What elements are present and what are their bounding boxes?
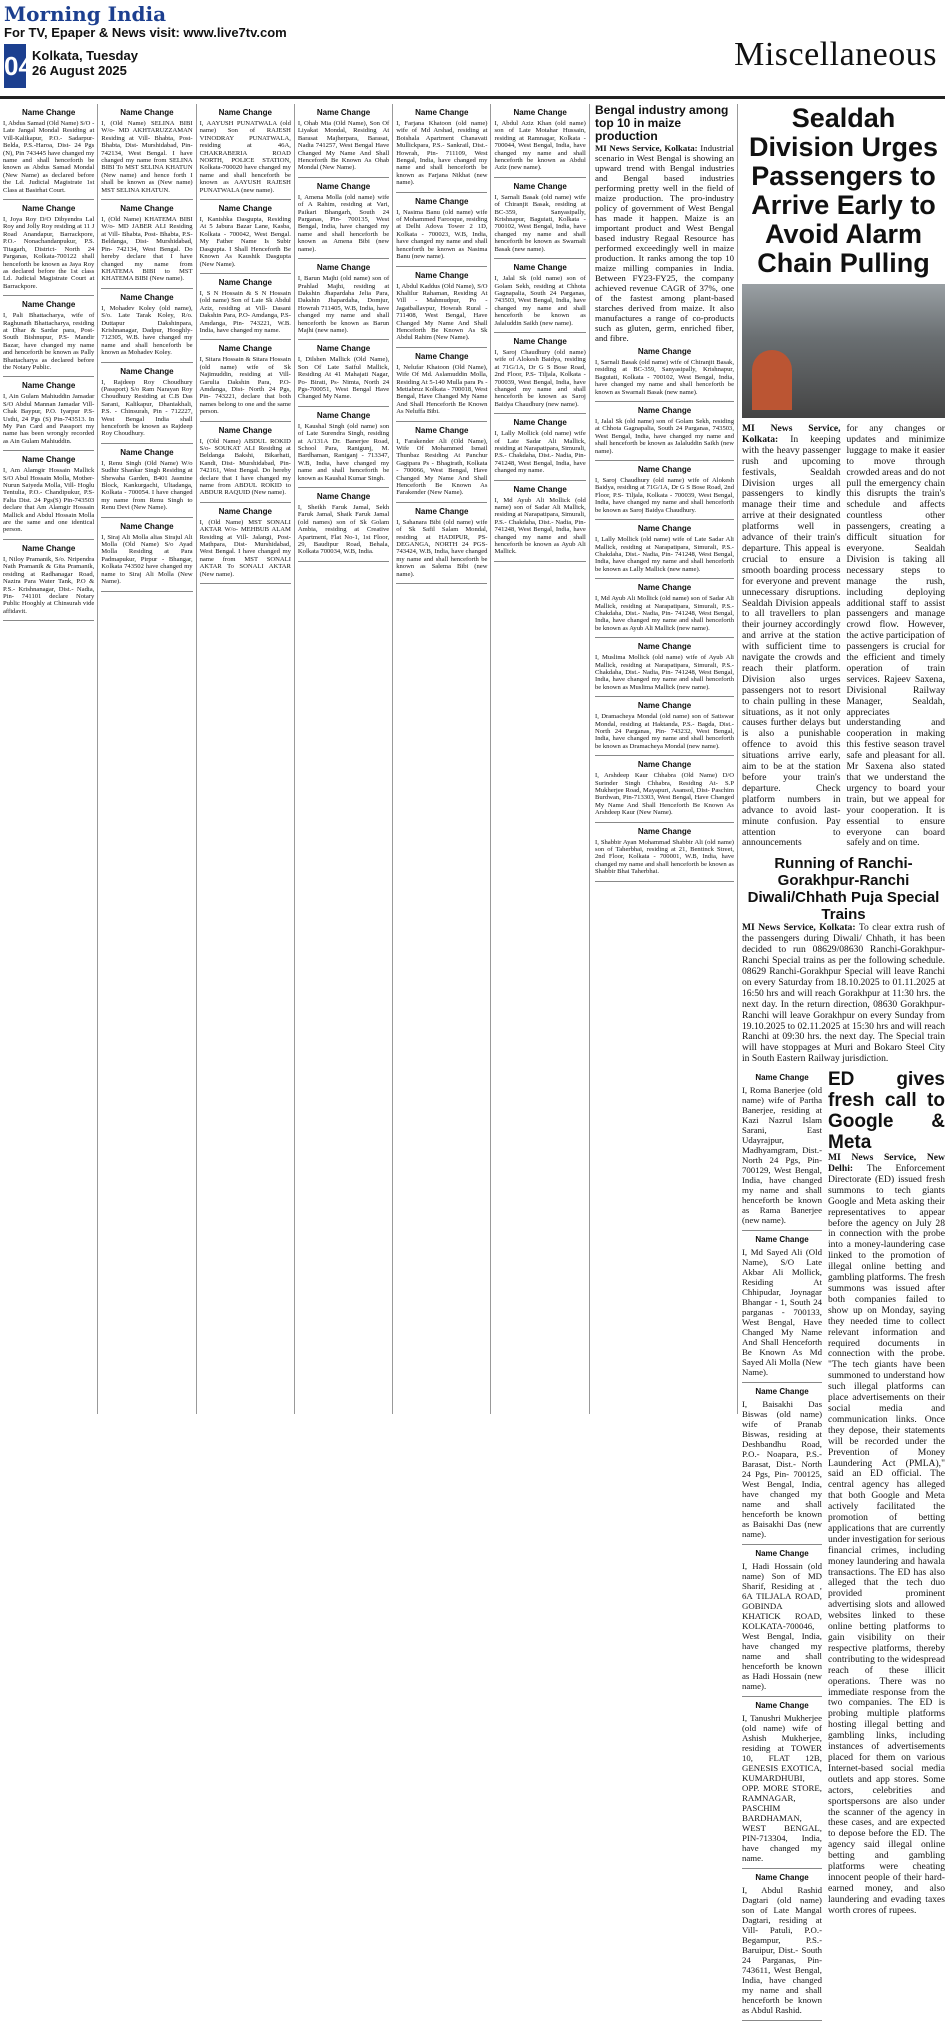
notice-text: I, Nelufar Khatoon (Old Name), Wife Of Md. Aslamuddin Molla, Residing At 5-140 Mulla para Ps - Metiabruz Kolkata - 700018, West Bengal, Have Changed My Name And Shall Henceforth Be Known As Neluffa Bibi. (396, 364, 487, 416)
notice-text: I, S N Hossain & S N Hossain (old name) Son of Late Sk Abdul Aziz, residing at Vill- Dasani Dakshin Para, P.O- Amdanga, P.S- Amdanga, Pin- 743221, W.B. India, have changed my name. (200, 290, 291, 334)
notice-text: I, Abdul Kaddus (Old Name), S/O Khalilur Rahaman, Residing At Vill - Mahmudpur, Po - Jagatballavpur, Howrah Rural - 711408, West Bengal, Have Changed My Name And Shall Henceforth Be Known As Sk Abdul Rahim (New Name). (396, 283, 487, 342)
notice-text: I, Rajdeep Roy Choudhury (Passport) S/o Ram Narayan Roy Choudhury Residing at C.B Das Sarani, Kalikapur, Dhaniakhali, P.S. - Chinsurah, Pin - 712227, West Bengal India shall henceforth be known as Rajdeep Roy Choudhury. (101, 379, 192, 438)
dateline: MI News Service, Kolkata: (742, 922, 856, 933)
notice-heading: Name Change (742, 1073, 822, 1082)
name-change-notice (396, 422, 487, 503)
name-change-notice (101, 104, 192, 200)
notice-heading: Name Change (494, 263, 585, 272)
column (197, 104, 295, 1414)
notice-text: I, Shabbir Ayan Mohammad Shabbir Ali (old name) son of Taherbhai, residing at 21, Bentinck Street, 2nd Floor, Kolkata - 700001, W.B, India, have changed my name and shall henceforth be known as Shabbir Bhai Taherbhai. (595, 839, 734, 876)
notice-heading: Name Change (396, 507, 487, 516)
date: 26 August 2025 (32, 63, 138, 78)
notice-heading: Name Change (298, 182, 389, 191)
notice-text: I, Ohab Mia (Old Name), Son Of Liyakat Mondal, Residing At Barasat Majherpara, Barasat, Nadia 741257, West Bengal Have Changed My Name And Shall Henceforth Be Known As Ohab Mondal (New Name). (298, 120, 389, 172)
notice-heading: Name Change (396, 426, 487, 435)
notice-heading: Name Change (742, 1873, 822, 1882)
notice-heading: Name Change (595, 524, 734, 533)
name-change-notice (595, 697, 734, 756)
notice-heading: Name Change (396, 271, 487, 280)
name-change-notice (396, 348, 487, 422)
name-change-notice (200, 422, 291, 503)
passenger-figure (752, 350, 792, 410)
masthead (0, 0, 945, 100)
name-change-notice (595, 461, 734, 520)
name-change-notice (3, 451, 94, 540)
notice-text: I, Niloy Pramanik, S/o. Nripendra Nath Pramanik & Gita Pramanik, residing at Radhanagar Road, Nazira Para Water Tank, P.O & P.S.- Krishnanagar, Dist.- Nadia, Pin- 741101 declare Notary Public Hooghly at Chinsurah vide affidavit. (3, 556, 94, 615)
classifieds (0, 104, 590, 1414)
notice-heading: Name Change (396, 352, 487, 361)
notice-text: I, Tanushri Mukherjee (old name) wife of Ashish Mukherjee, residing at TOWER 10, FLAT 12B, GENESIS EXOTICA, KUMARDHUBI, OPP. MORE STORE, RAMNAGAR, PASCHIM BARDHAMAN, WEST BENGAL, PIN-713304, India, have changed my name. (742, 1713, 822, 1863)
ed-notices (742, 1069, 822, 2021)
column (98, 104, 196, 1414)
notice-heading: Name Change (200, 507, 291, 516)
notice-text: I, Amena Molla (old name) wife of A Rahim, residing at Vari, Paikari Bhangarh, South 24 Parganas, Pin- 700135, West Bengal, India, have changed my name and shall henceforth be known as Amena Bibi (new name). (298, 194, 389, 253)
masthead-rule (0, 96, 945, 99)
name-change-notice (595, 579, 734, 638)
notice-heading: Name Change (298, 411, 389, 420)
sealdah-col1 (742, 424, 841, 849)
name-change-notice (298, 178, 389, 259)
notice-heading: Name Change (494, 182, 585, 191)
notice-text: I, Sheikh Faruk Jamal, Sekh Faruk Jamal, Shaik Faruk Jamal (old names) son of Sk Golam Ambia, residing at Creative Apartment, Flat No-1, 1st Floor, 29, Baudipur Road, Behala, Kolkata 700034, W.B, India. (298, 504, 389, 556)
name-change-notice (200, 274, 291, 340)
notice-heading: Name Change (494, 108, 585, 117)
notice-text: I, Pali Bhattacharya, wife of Raghunath Bhattacharya, residing at Dhar & Sardar para, Post- South Bishnupur, P.S- Mandir Bazar, have changed my name and henceforth be known as Pally Bhattacharya as declared before the Notary Public. (3, 312, 94, 371)
ed-story (828, 1069, 945, 2021)
notice-heading: Name Change (595, 465, 734, 474)
ranchi-body (742, 923, 945, 1065)
notice-text: I, Sarnali Basak (old name) wife of Chiranjit Basak, residing at BC-359, Sanyasipally, Krishnapur, Baguiati, Kolkata - 700102, West Bengal, India, have changed my name and shall henceforth be known as Swarnali Basak (new name). (595, 359, 734, 396)
column (295, 104, 393, 1414)
name-change-notice (494, 104, 585, 178)
notice-text: I, Md Ayub Ali Mollick (old name) son of Sadar Ali Mallick, residing at Narapatipara, Simurali, P.S.- Chakdaha, Dist.- Nadia, Pin- 741248, West Bengal, India, have changed my name and shall henceforth be known as Ayub Ali Mallick. (494, 497, 585, 556)
ranchi-text: To clear extra rush of the passengers during Diwali/ Chhath, it has been decided to run 08629/08630 Ranchi-Gorakhpur-Ranchi Special trains as per the following schedule. 08629 Ranchi-Gorakhpur Special will leave Ranchi on every Saturday from 18.10.2025 to 01.11.2025 at 16:50 hrs and will reach Gorakhpur at 11:30 hrs. the next day. In the return direction, 08630 Gorakhpur-Ranchi will leave Gorakhpur on every Sunday from 19.10.2025 to 02.11.2025 at 15:30 hrs and will reach Ranchi at 09:30 hrs. the next day. The Special train will have stoppages at Muri and Bokaro Steel City in South Eastern Railway jurisdiction. (742, 922, 945, 1064)
notice-text: I, Jalal Sk (old name) son of Golam Sekh, residing at Chhota Gagnapalia, South 24 Parganas, 743503, West Bengal, India, have changed my name and shall henceforth be known as Jalaluddin Saikh (new name). (595, 418, 734, 455)
notice-text: I, (Old Name) ABDUL ROKID S/o- SOUKAT ALI Residing at Beldanga Bakshi, Bikarhati, Kandi, Dist- Murshidabad, Pin- 742161, West Bengal. Do hereby declare that I have changed my name from ABDUL ROKID to ABDUR RAQUID (New name). (200, 438, 291, 497)
name-change-notice (101, 363, 192, 444)
name-change-notice (298, 407, 389, 488)
name-change-notice (200, 340, 291, 421)
notice-heading: Name Change (595, 701, 734, 710)
name-change-notice (742, 1069, 822, 1231)
notice-heading: Name Change (101, 448, 192, 457)
name-change-notice (3, 200, 94, 296)
name-change-notice (298, 340, 389, 406)
name-change-notice (742, 1231, 822, 1383)
name-change-notice (396, 193, 487, 267)
notice-text: I, Abdus Samad (Old Name) S/O - Late Jangal Mondal Residing at Vill-Kalikapur, P.O.- Sadarpur-Belda, P.S.-Haroa, Dist- 24 Pgs (N), Pin 743445 have changed my name and shall henceforth be known as Abdus Samad Mondal (New Name) as declared before the Ld. Judicial Magistrate 1st Class at Basirhat Court. (3, 120, 94, 194)
notice-text: I, Baisakhi Das Biswas (old name) wife of Pranab Biswas, residing at Deshbandhu Road, P.O.- Noapara, P.S.- Barasat, Dist.- North 24 Pgs, Pin- 700125, West Bengal, India, have changed my name and shall henceforth be known as Baisakhi Das (new name). (742, 1399, 822, 1539)
tagline: For TV, Epaper & News visit: www.live7tv.com (4, 25, 287, 40)
notice-text: I, Dilshen Mallick (Old Name), Son Of Late Saiful Mallick, Residing At 41 Mahajati Nagar, Po- Birati, Ps- Nimta, North 24 Pgs-700051, West Bengal Have Changed My Name. (298, 356, 389, 400)
edition-date (32, 48, 138, 78)
notice-heading: Name Change (200, 426, 291, 435)
notice-text: I, Md Sayed Ali (Old Name), S/O Late Akbar Ali Mollick, Residing At Chhipudar, Joynagar Bhangar - 1, South 24 parganas - 700133, West Bengal, Have Changed My Name And Shall Henceforth Be Known As Md Sayed Ali Molla (New Name). (742, 1247, 822, 1377)
notice-heading: Name Change (101, 522, 192, 531)
sealdah-headline: Sealdah Division Urges Passengers to Arrive Early to Avoid Alarm Chain Pulling (742, 104, 945, 278)
train-photo (742, 284, 945, 418)
notice-text: I, Lally Mollick (old name) wife of Late Sadar Ali Mallick, residing at Narapatipara, Simurali, P.S.- Chakdaha, Dist.- Nadia, Pin- 741248, West Bengal, India, have changed my name. (494, 430, 585, 474)
notice-text: I, Muslima Mollick (old name) wife of Ayub Ali Mallick, residing at Narapatipara, Simurali, P.S.- Chakdaha, Dist.- Nadia, Pin- 741248, West Bengal, India, have changed my name and shall henceforth be known as Muslima Mallick (new name). (595, 654, 734, 691)
name-change-notice (396, 104, 487, 193)
notice-text: I, Abdul Aziz Khan (old name) son of Late Motahar Hussain, residing at Ramnagar, Kolkata - 700044, West Bengal, India, have changed my name and shall henceforth be known as Abdul Aziz (new name). (494, 120, 585, 172)
notice-text: I, Barun Majhi (old name) son of Prahlad Majhi, residing at Dakshin Jhapardaha Jelia Para, Dakshin Jhapardaha, Domjur, Howrah 711405, W.B, India, have changed my name and shall henceforth be known as Barun Majhi (new name). (298, 275, 389, 334)
dateline: MI News Service, Kolkata: (595, 143, 698, 153)
notice-heading: Name Change (3, 544, 94, 553)
notice-heading: Name Change (595, 642, 734, 651)
column (0, 104, 98, 1414)
notice-heading: Name Change (101, 367, 192, 376)
maize-body (595, 143, 734, 343)
notice-text: I, Saroj Chaudhury (old name) wife of Alokesh Baidya, residing at 71G/1A, Dr G S Bose Road, 2nd Floor, P.S- Tiljala, Kolkata - 700039, West Bengal, India, have changed my name and shall henceforth be known as Saroj Baidya Chaudhury. (595, 477, 734, 514)
ranchi-headline: Running of Ranchi-Gorakhpur-Ranchi Diwali/Chhath Puja Special Trains (742, 855, 945, 923)
name-change-notice (200, 104, 291, 200)
ed-text: The Enforcement Directorate (ED) issued fresh summons to tech giants Google and Meta asking their representatives to appear before the agency on July 28 in connection with the probe into a money-laundering case linked to the promotion of illegal online betting and gambling platforms. The fresh summons was issued after both companies failed to show up on Monday, saying they needed time to collect relevant information and required documents in connection with the probe. "The tech giants have been summoned to understand how such illegal platforms can place advertisements on their social media and communication links. Once they depose, their statements will be recorded under the Prevention of Money Laundering Act (PMLA)," said an ED official. The central agency has alleged that both Google and Meta actively facilitated the promotion of betting applications that are currently under investigation for serious financial crimes, including money laundering and hawala transactions. The ED has also alleged that the tech duo provided prominent advertising slots and allowed websites linked to these online betting platforms to gain visibility on their respective platforms, thereby contributing to the widespread reach of these illicit operations. There was no immediate response from the two companies. The ED is probing multiple platforms hosting illegal betting and gambling links, including instances of advertisements placed for them on various Internet-based social media outlets and app stores. Some actors, celebrities and sportspersons are also under the scanner of the agency in these cases, and are expected to depose before the ED. The agency said illegal online betting and gambling platforms were cheating innocent people of their hard-earned money, and also laundering and evading taxes worth crores of rupees. (828, 1163, 945, 1916)
notice-heading: Name Change (595, 406, 734, 415)
notice-heading: Name Change (200, 108, 291, 117)
notice-text: I, Sitara Hossain & Sitara Hossain (old name) wife of Sk Najimuddin, residing at Vill- Garulia Dakshin Para, P.O- Amdanga, Dist- North 24 Pgs, Pin- 743221, declare that both names belong to one and the same person. (200, 356, 291, 415)
notice-text: I, Hadi Hossain (old name) Son of MD Sharif, Residing at , 6A TILJALA ROAD, GOBINDA KHATICK ROAD, KOLKATA-700046, West Bengal, India, have changed my name and shall henceforth be known as Hadi Hossain (new name). (742, 1561, 822, 1691)
notice-heading: Name Change (200, 278, 291, 287)
city-day: Kolkata, Tuesday (32, 48, 138, 63)
notice-heading: Name Change (494, 418, 585, 427)
notice-heading: Name Change (396, 108, 487, 117)
name-change-notice (298, 488, 389, 562)
column (393, 104, 491, 1414)
notice-text: I, Kaushal Singh (old name) son of Late Surendra Singh, residing at A/131A Dr. Banerjee Road, School Para, Ranigunj, M. Bardhaman, Raniganj - 713347, W.B, India, have changed my name and shall henceforth be known as Kaushal Kumar Singh. (298, 423, 389, 482)
notice-text: I, Abdul Rashid Dagtari (old name) son of Late Mangal Dagtari, residing at Vill- Patuli, P.O.- Begampur, P.S.- Baruipur, Dist.- South 24 Parganas, Pin- 743611, West Bengal, India, have changed my name and shall henceforth be known as Abdul Rashid. (742, 1885, 822, 2015)
notice-heading: Name Change (595, 583, 734, 592)
notice-heading: Name Change (298, 108, 389, 117)
notice-text: I, Roma Banerjee (old name) wife of Partha Banerjee, residing at Kazi Nazrul Islam Sarani, East Udayrajpur, Madhyamgram, Dist.- North 24 Pgs, Pin- 700129, West Bengal, India, have changed my name and shall henceforth be known as Rama Banerjee (new name). (742, 1085, 822, 1225)
name-change-notice (595, 638, 734, 697)
maize-column (592, 104, 738, 1414)
sealdah-text1: In keeping with the heavy passenger rush and upcoming festivals, Sealdah Division urges all passengers to kindly manage their time and arrive at their designated platforms well in advance of their train's departure. This appeal is crucial to ensure a smooth boarding process for everyone and prevent unnecessary disruptions. Sealdah Division appeals to all travellers to plan their journey accordingly and arrive at the station with sufficient time to navigate the crowds and reach their platform. Division also urges passengers not to resort to chain pulling in these situations, as it not only causes further delays but is also a punishable offence to avoid this situations arrive early, aim to be at the station before your train's departure. Check platform numbers in advance to avoid last-minute confusion. Pay attention to announcements (742, 434, 841, 849)
notice-heading: Name Change (200, 204, 291, 213)
notice-heading: Name Change (101, 293, 192, 302)
name-change-notice (494, 414, 585, 480)
notice-text: I, (Old Name) MST SONALI AKTAR W/o- MEHBUB ALAM Residing at Vill- Jalangi, Post- Mathpara, Dist- Murshidabad, West Bengal. I have changed my name from MST SONALI AKTAR To SONALI AKTAR (New name). (200, 519, 291, 578)
notice-heading: Name Change (742, 1235, 822, 1244)
name-change-notice (742, 1383, 822, 1545)
notice-heading: Name Change (742, 1549, 822, 1558)
name-change-notice (595, 402, 734, 461)
section-title: Miscellaneous (734, 36, 937, 74)
name-change-notice (742, 1697, 822, 1869)
sealdah-col2: for any changes or updates and minimize luggage to make it easier to move through crowded areas and do not pull the emergency chain this disrupts the train's schedule and affects countless other passengers, creating a difficult situation for everyone. Sealdah Division is taking all necessary steps to manage the rush, including deploying additional staff to assist passengers and manage crowd flow. However, the active participation of passengers is crucial for the efficient and timely operation of train services. Rajeev Saxena, Divisional Railway Manager, Sealdah, appreciates understanding and cooperation in making this festive season travel safe and pleasant for all. Mr Saxena also stated that we understand the urgency to board your train, but we appeal for your cooperation. It is essential to ensure everyone can board safely and on time. (847, 424, 945, 849)
page-number: 04 (4, 44, 26, 88)
name-change-notice (742, 1545, 822, 1697)
notice-heading: Name Change (3, 381, 94, 390)
notice-heading: Name Change (3, 455, 94, 464)
notice-text: I, (Old Name) SELINA BIBI W/o- MD AKHTARUZZAMAN Residing at Vill- Bhabta, Post- Bhabta, Dist- Murshidabad, Pin- 742134, West Bengal. I have changed my name from SELINA BIBI To MST SELINA KHATUN (New name) and hence forth I shall be known as (New name) MST SELINA KHATUN. (101, 120, 192, 194)
name-change-notice (595, 343, 734, 402)
dateline: MI News Service, Kolkata: (742, 423, 841, 445)
ed-headline: ED gives fresh call to Google & Meta (828, 1069, 945, 1153)
notice-heading: Name Change (396, 197, 487, 206)
name-change-notice (494, 178, 585, 259)
name-change-notice (494, 481, 585, 562)
notice-text: I, Dramacheya Mondal (old name) son of Satiswar Mondal, residing at Haktanda, P.S.- Bagda, Dist.- North 24 Parganas, Pin- 743232, West Bengal, India, have changed my name and shall henceforth be known as Dramacheya Mondal (new name). (595, 713, 734, 750)
notice-heading: Name Change (742, 1701, 822, 1710)
name-change-notice (101, 444, 192, 518)
notice-text: I, Saroj Chaudhury (old name) wife of Alokesh Baidya, residing at 71G/1A, Dr G S Bose Road, 2nd Floor, P.S- Tiljala, Kolkata - 700039, West Bengal, India, have changed my name and shall henceforth be known as Saroj Baidya Chaudhury (new name). (494, 349, 585, 408)
name-change-notice (200, 200, 291, 274)
name-change-notice (298, 104, 389, 178)
notice-heading: Name Change (101, 204, 192, 213)
name-change-notice (396, 267, 487, 348)
name-change-notice (101, 200, 192, 289)
notice-text: I, Sarnali Basak (old name) wife of Chiranjit Basak, residing at BC-359, Sanyasipally, Krishnapur, Baguiati, Kolkata - 700102, West Bengal, India, have changed my name and shall henceforth be known as Swarnali Basak (new name). (494, 194, 585, 253)
notice-heading: Name Change (3, 204, 94, 213)
notice-heading: Name Change (3, 300, 94, 309)
notice-text: I, Farakender Ali (Old Name), Wife Of Mohammed Ismail Thunbaz Residing At Panchur Gagipara Ps - Bhagirath, Kolkata - 700066, West Bengal, Have Changed My Name And Shall Henceforth Be Known As Farakender (New Name). (396, 438, 487, 497)
notice-heading: Name Change (494, 337, 585, 346)
name-change-notice (494, 259, 585, 333)
news-area (592, 104, 945, 1414)
notice-heading: Name Change (494, 485, 585, 494)
notice-heading: Name Change (200, 344, 291, 353)
notice-text: I, Kanishka Dasgupta, Residing At 5 Jabura Bazar Lane, Kasba, Kolkata - 700042, West Bengal. My Father Name Is Subir Dasgupta. I Shall Henceforth Be Known As Kaushik Dasgupta (New Name). (200, 216, 291, 268)
notice-text: I, Md Ayub Ali Mollick (old name) son of Sadar Ali Mallick, residing at Narapatipara, Simurali, P.S.- Chakdaha, Dist.- Nadia, Pin- 741248, West Bengal, India, have changed my name and shall henceforth be known as Ayub Ali Mallick (new name). (595, 595, 734, 632)
name-change-notice (595, 520, 734, 579)
notice-text: I, Sahanara Bibi (old name) wife of Sk Safil Salam Mondal, residing at HADIPUR, PS-DEGANGA, NORTH 24 PGS-743424, W.B, India, have changed my name and shall henceforth be known as Salema Bibi (new name). (396, 519, 487, 578)
notice-heading: Name Change (298, 344, 389, 353)
notice-text: I, Jalal Sk (old name) son of Golam Sekh, residing at Chhota Gagnapalia, South 24 Parganas, 743503, West Bengal, India, have changed my name and shall henceforth be known as Jalaluddin Saikh (new name). (494, 275, 585, 327)
notice-text: I, Siraj Ali Molla alias Sirajul Ali Molla (Old Name) S/o Ayad Molla Residing at Para Padmapukur, Pirpur - Bhangar, Kolkata 743502 have changed my name to Siraj Ali Molla (New Name). (101, 534, 192, 586)
notice-text: I, Nasima Banu (old name) wife of Mohammed Farooque, residing at Delhi Adova Tower 2 1D, Kolkata - 700023, W.B, India, have changed my name and shall henceforth be known as Nasima Banu (new name). (396, 209, 487, 261)
notice-heading: Name Change (298, 263, 389, 272)
notice-text: I, Renu Singh (Old Name) W/o Sudhir Shankar Singh Residing at Shewaha Garden, B401 Jasmine Block, Kankurgachi, Ultadanga, Kolkata - 700054. I have changed my name from Renu Singh to Renu Devi (New Name). (101, 460, 192, 512)
notice-heading: Name Change (742, 1387, 822, 1396)
name-change-notice (595, 756, 734, 822)
notice-text: I, Am Alamgir Hossain Mallick S/O Abul Hossain Molla, Mother- Nurun Saiyeda Molla, Vill- Hoglu Tentulia, P.O.- Chandipukur, P.S- Falta Dist. 24 Pgs(S) Pin-743503 declare that Am Alamgir Hossain Mallick and Abdul Hossain Molla are the same and one identical person. (3, 467, 94, 534)
maize-headline: Bengal industry among top 10 in maize production (595, 104, 734, 143)
name-change-notice (3, 296, 94, 377)
notice-text: I, Mohadev Koley (old name), S/o. Late Tarak Koley, R/o. Duttapur Dakshinpara, Krishnanagar, Dadpur, Hooghly-712305, W.B. have changed my name and shall henceforth be known as Mohadev Koley. (101, 305, 192, 357)
maize-notices (595, 343, 734, 882)
name-change-notice (3, 540, 94, 621)
name-change-notice (742, 1869, 822, 2021)
notice-heading: Name Change (101, 108, 192, 117)
notice-text: I, Farjana Khatoon (old name) wife of Md Arshad, residing at Boishala Apartment Chanavati Mullickpara, P.S.- Sankrail, Dist.- Howrah, Pin- 711109, West Bengal, India, have changed my name and shall henceforth be known as Farjana Nikhat (new name). (396, 120, 487, 187)
name-change-notice (595, 823, 734, 882)
brand-logo: Morning India (4, 2, 166, 26)
column (491, 104, 589, 1414)
ed-block (742, 1069, 945, 2021)
notice-text: I, AAYUSH PUNATWALA (old name) Son of RAJESH VINODRAY PUNATWALA, residing at 46A, CHAKRABERIA ROAD NORTH, POLICE STATION, Kolkata-700020 have changed my name and shall henceforth be known as AAYUSH RAJESH PUNATWALA (new name). (200, 120, 291, 194)
notice-text: I, Lally Mollick (old name) wife of Late Sadar Ali Mallick, residing at Narapatipara, Simurali, P.S.- Chakdaha, Dist.- Nadia, Pin- 741248, West Bengal, India, have changed my name and shall henceforth be known as Lally Mallick (new name). (595, 536, 734, 573)
notice-text: I, Ain Gulam Mahiuddin Jamadar S/O Abdul Mannan Jamadar Vill- Chak Baypur, P.O. Iyarpur P.S- Usthi, 24 Pgs (S) Pin-743513. In My Pan Card and Passport my name has been wrongly recorded as Ain Gulam Mahiuddin. (3, 393, 94, 445)
notice-heading: Name Change (595, 827, 734, 836)
notice-text: I, Arshdeep Kaur Chhabra (Old Name) D/O Surinder Singh Chhabra, Residing At- S.P Mukherjee Road, Mayapuri, Asansol, Dist- Paschim Burdwan, Pin-713303, West Bengal, Have Changed My Name And Shall Henceforth Be Known As Arshdeep Kaur (New Name). (595, 772, 734, 816)
name-change-notice (396, 503, 487, 584)
notice-text: I, (Old Name) KHATEMA BIBI W/o- MD JABER ALI Residing at Vill- Bhabta, Post- Bhabta, P.S- Beldanga, Dist- Murshidabad, Pin- 742134, West Bengal. Do hereby declare that I have changed my name from KHATEMA BIBI to MST KHATEMA BIBI (New name). (101, 216, 192, 283)
notice-heading: Name Change (595, 347, 734, 356)
name-change-notice (298, 259, 389, 340)
notice-heading: Name Change (298, 492, 389, 501)
name-change-notice (3, 104, 94, 200)
name-change-notice (200, 503, 291, 584)
name-change-notice (101, 289, 192, 363)
maize-text: Industrial scenario in West Bengal is showing an upward trend with Bengal industries and Bengal based industries performing pretty well in the field of maize production. The pro-industry policy of government of West Bengal has made it happen. Maize is an important product and West Bengal based industry Regaal Resource has performed exceedingly well in maize production. It ranks among the top 10 maize milling companies in India. Between FY23-FY25, the company achieved revenue CAGR of 37%, one of the fastest among plant-based starches derived from maize. It also manufactures a range of co-products such as gluten, germ, enriched fiber, and fibre. (595, 143, 734, 343)
name-change-notice (3, 377, 94, 451)
sealdah-body (742, 424, 945, 849)
main-stories (742, 104, 945, 1414)
notice-heading: Name Change (3, 108, 94, 117)
name-change-notice (494, 333, 585, 414)
notice-text: I, Joya Roy D/O Dibyendra Lal Roy and Jolly Roy residing at 11 J Road Anandapur, Barrackpore, P.O.- Nonachandanpukur, P.S. Titagarh, District- North 24 Parganas, Kolkata-700122 shall henceforth be known as Jaya Roy as declared before the 1st class Ld. Judicial Magistrate Court at Barrackpore. (3, 216, 94, 290)
notice-heading: Name Change (595, 760, 734, 769)
name-change-notice (101, 518, 192, 592)
dateline: MI News Service, New Delhi: (828, 1152, 945, 1174)
